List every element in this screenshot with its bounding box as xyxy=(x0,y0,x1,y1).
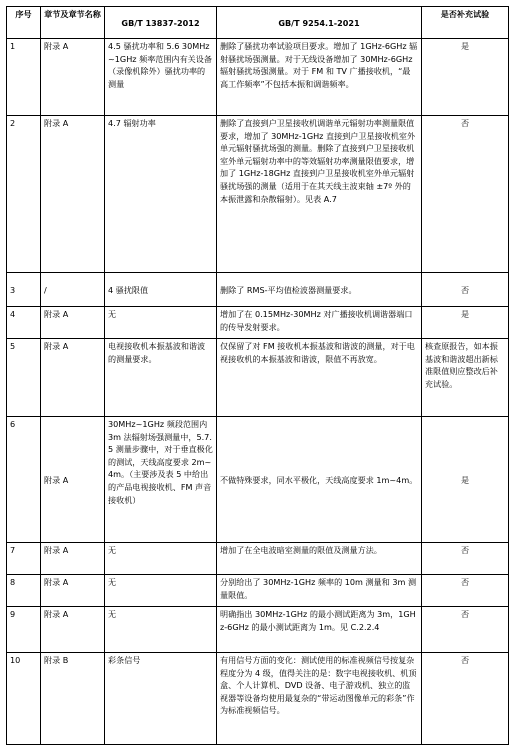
row-no: 7 xyxy=(7,543,41,575)
row-gbt9254: 增加了在全电波暗室测量的限值及测量方法。 xyxy=(217,543,422,575)
row-chapter: 附录 A xyxy=(41,575,105,607)
header-gbt13837: GB/T 13837-2012 xyxy=(105,7,217,39)
table-row xyxy=(7,543,509,575)
row-supplement: 否 xyxy=(422,116,509,273)
row-chapter: 附录 A xyxy=(41,417,105,543)
table-row xyxy=(7,116,509,273)
row-gbt9254: 明确指出 30MHz-1GHz 的最小测试距离为 3m，1GHz-6GHz 的最小测试距离为 1m。见 C.2.2.4 xyxy=(217,607,422,653)
row-gbt13837: 无 xyxy=(105,543,217,575)
table-row xyxy=(7,307,509,339)
row-gbt9254: 删除了骚扰功率试验项目要求。增加了 1GHz-6GHz 辐射骚扰场强测量。对于无线设备增加了 30MHz-6GHz 辐射骚扰场强测量。对于 FM 和 TV 广播接收机，“最高工作频率”不包括本振和调谐频率。 xyxy=(217,39,422,116)
table-row xyxy=(7,607,509,653)
header-gbt9254: GB/T 9254.1-2021 xyxy=(217,7,422,39)
row-chapter: / xyxy=(41,273,105,307)
table-header-row xyxy=(7,7,509,39)
row-chapter: 附录 A xyxy=(41,307,105,339)
comparison-table xyxy=(6,6,509,745)
row-gbt9254: 仅保留了对 FM 接收机本振基波和谐波的测量，对于电视接收机的本振基波和谐波，限值不再放宽。 xyxy=(217,339,422,417)
row-gbt13837: 4.5 骚扰功率和 5.6 30MHz~1GHz 频率范围内有关设备（录像机除外）骚扰功率的测量 xyxy=(105,39,217,116)
row-no: 6 xyxy=(7,417,41,543)
row-no: 2 xyxy=(7,116,41,273)
row-supplement: 核查原报告，如本振基波和谐波超出新标准限值则应整改后补充试验。 xyxy=(422,339,509,417)
row-supplement: 是 xyxy=(422,417,509,543)
row-gbt9254: 增加了在 0.15MHz-30MHz 对广播接收机调谐器端口的传导发射要求。 xyxy=(217,307,422,339)
row-gbt13837: 电视接收机本振基波和谐波的测量要求。 xyxy=(105,339,217,417)
table-row xyxy=(7,273,509,307)
row-supplement: 否 xyxy=(422,653,509,745)
table-row xyxy=(7,417,509,543)
row-chapter: 附录 A xyxy=(41,116,105,273)
row-chapter: 附录 A xyxy=(41,607,105,653)
row-no: 1 xyxy=(7,39,41,116)
table-row xyxy=(7,39,509,116)
row-gbt13837: 无 xyxy=(105,607,217,653)
row-no: 9 xyxy=(7,607,41,653)
row-supplement: 否 xyxy=(422,543,509,575)
row-gbt13837: 无 xyxy=(105,575,217,607)
row-gbt13837: 彩条信号 xyxy=(105,653,217,745)
row-chapter: 附录 A xyxy=(41,543,105,575)
row-no: 5 xyxy=(7,339,41,417)
row-gbt13837: 无 xyxy=(105,307,217,339)
row-chapter: 附录 A xyxy=(41,339,105,417)
row-chapter: 附录 B xyxy=(41,653,105,745)
row-supplement: 是 xyxy=(422,39,509,116)
header-chapter: 章节及章节名称 xyxy=(41,7,105,39)
row-gbt13837: 30MHz~1GHz 频段范围内 3m 法辐射场强测量中，5.7.5 测量步骤中，对于垂直极化的测试，天线高度要求 2m~4m。（主要涉及表 5 中给出的产品电视接收机、FM 声音接收机） xyxy=(105,417,217,543)
row-gbt9254: 不做特殊要求，同水平极化，天线高度要求 1m~4m。 xyxy=(217,417,422,543)
header-no: 序号 xyxy=(7,7,41,39)
row-gbt9254: 删除了 RMS-平均值检波器测量要求。 xyxy=(217,273,422,307)
row-supplement: 否 xyxy=(422,273,509,307)
row-gbt13837: 4.7 辐射功率 xyxy=(105,116,217,273)
table-row xyxy=(7,653,509,745)
row-supplement: 是 xyxy=(422,307,509,339)
table-row xyxy=(7,339,509,417)
row-gbt13837: 4 骚扰限值 xyxy=(105,273,217,307)
row-gbt9254: 有用信号方面的变化：测试使用的标准视频信号按复杂程度分为 4 级，值得关注的是：数字电视接收机、机顶盒、个人计算机、DVD 设备、电子游戏机、独立的监视器等设备均使用最复杂的“带运动图像单元的彩条”作为标准视频信号。 xyxy=(217,653,422,745)
table-row xyxy=(7,575,509,607)
row-no: 4 xyxy=(7,307,41,339)
row-no: 10 xyxy=(7,653,41,745)
row-no: 3 xyxy=(7,273,41,307)
row-chapter: 附录 A xyxy=(41,39,105,116)
row-supplement: 否 xyxy=(422,607,509,653)
header-supplement: 是否补充试验 xyxy=(422,7,509,39)
row-supplement: 否 xyxy=(422,575,509,607)
row-gbt9254: 分别给出了 30MHz-1GHz 频率的 10m 测量和 3m 测量限值。 xyxy=(217,575,422,607)
row-no: 8 xyxy=(7,575,41,607)
row-gbt9254: 删除了直接到户卫星接收机调谐单元辐射功率测量限值要求，增加了 30MHz-1GHz 直接到户卫星接收机室外单元辐射骚扰场强的测量。删除了直接到户卫星接收机室外单元辐射功率中的等效辐射功率测量限值要求，增加了 1GHz-18GHz 直接到户卫星接收机室外单元辐射骚扰场强的测量（适用于在其天线主波束轴 ±7º 外的本振泄露和杂散辐射）。见表 A.7 xyxy=(217,116,422,273)
